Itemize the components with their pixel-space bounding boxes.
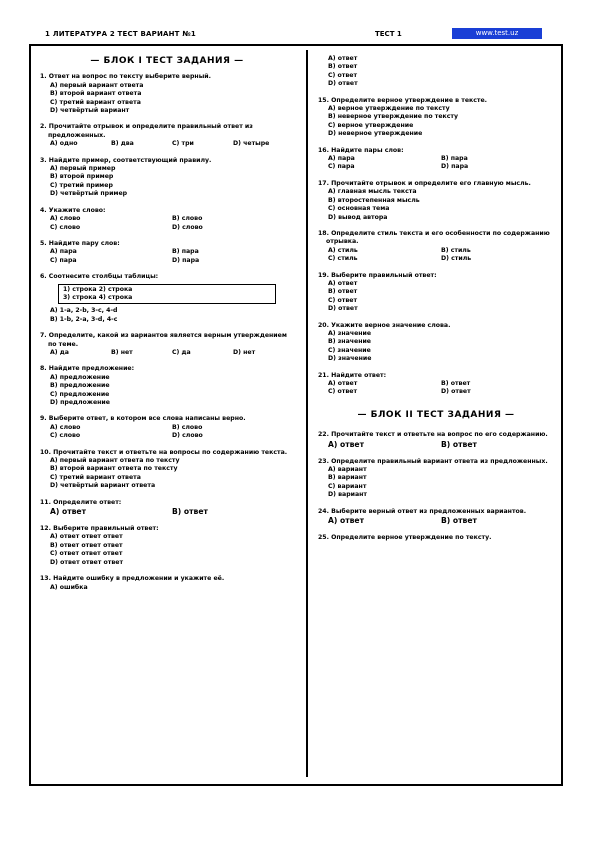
answer-option[interactable]: А) пара xyxy=(328,155,355,163)
left-column xyxy=(40,55,294,600)
question-7 xyxy=(40,332,294,357)
answer-option[interactable]: С) пара xyxy=(328,163,355,171)
answer-option[interactable]: D) стиль xyxy=(441,255,472,263)
answer-option[interactable]: В) ответ xyxy=(328,288,358,296)
question-stem: 13. Найдите ошибку в предложении и укажите её. xyxy=(40,575,225,583)
answer-option[interactable]: С) ответ xyxy=(328,388,358,396)
answer-option[interactable]: А) вариант xyxy=(328,466,367,474)
answer-option[interactable]: С) да xyxy=(172,348,191,356)
question-6 xyxy=(40,273,294,324)
answer-option[interactable]: А) ошибка xyxy=(50,583,88,591)
answer-option[interactable]: В) предложение xyxy=(50,382,110,390)
answer-option[interactable]: С) стиль xyxy=(328,255,358,263)
answer-option[interactable]: D) ответ xyxy=(328,80,358,88)
question-stem: 12. Выберите правильный ответ: xyxy=(40,525,159,533)
answer-option[interactable]: D) пара xyxy=(172,256,200,264)
answer-option[interactable]: D) четвёртый вариант ответа xyxy=(50,482,156,490)
question-24 xyxy=(318,508,554,526)
answer-option[interactable]: В) неверное утверждение по тексту xyxy=(328,113,459,121)
answer-option[interactable]: А) ответ ответ ответ xyxy=(50,533,123,541)
page-header xyxy=(45,27,545,41)
answer-option[interactable]: D) четыре xyxy=(233,140,270,148)
section-title: — БЛОК II ТЕСТ ЗАДАНИЯ — xyxy=(357,409,515,420)
question-2 xyxy=(40,123,294,148)
question-10 xyxy=(40,449,294,491)
question-stem: 7. Определите, какой из вариантов является верным утверждением по теме. xyxy=(40,332,287,348)
answer-option[interactable]: А) ответ xyxy=(328,55,358,62)
answer-option[interactable]: В) ответ xyxy=(328,63,358,71)
question-stem: 10. Прочитайте текст и ответьте на вопросы по содержанию текста. xyxy=(40,448,288,456)
answer-option[interactable]: В) ответ ответ ответ xyxy=(50,541,123,549)
question-20 xyxy=(318,322,554,364)
question-5 xyxy=(40,240,294,265)
answer-option[interactable]: В) ответ xyxy=(172,507,208,517)
answer-option[interactable]: С) слово xyxy=(50,432,81,440)
answer-option[interactable]: D) значение xyxy=(328,355,372,363)
answer-option[interactable]: С) три xyxy=(172,140,194,148)
answer-option[interactable]: В) ответ xyxy=(441,516,477,526)
answer-option[interactable]: D) вариант xyxy=(328,491,368,499)
question-stem: 22. Прочитайте текст и ответьте на вопрос по его содержанию. xyxy=(318,431,548,439)
header-link[interactable]: www.test.uz xyxy=(452,28,542,39)
answer-option[interactable]: D) предложение xyxy=(50,399,110,406)
question-13 xyxy=(40,575,294,592)
answer-option[interactable]: А) одно xyxy=(50,140,78,148)
question-16 xyxy=(318,147,554,172)
answer-option[interactable]: С) вариант xyxy=(328,482,367,490)
answer-option[interactable]: С) пара xyxy=(50,256,77,264)
question-stem: 18. Определите стиль текста и его особенности по содержанию отрывка. xyxy=(318,229,550,246)
answer-option[interactable]: В) ответ xyxy=(441,380,471,387)
question-stem: 5. Найдите пару слов: xyxy=(40,239,120,247)
answer-option[interactable]: В) нет xyxy=(111,348,133,356)
question-18 xyxy=(318,230,554,264)
answer-option[interactable]: А) ответ xyxy=(328,516,364,526)
question-stem: 4. Укажите слово: xyxy=(40,206,106,214)
answer-option[interactable]: А) ответ xyxy=(328,380,358,387)
section-title: — БЛОК I ТЕСТ ЗАДАНИЯ — xyxy=(90,56,244,66)
question-stem: 15. Определите верное утверждение в тексте. xyxy=(318,96,488,104)
header-title: 1 ЛИТЕРАТУРА 2 ТЕСТ ВАРИАНТ №1 xyxy=(45,30,196,38)
answer-option[interactable]: А) ответ xyxy=(50,507,86,517)
question-12 xyxy=(40,525,294,567)
answer-option[interactable]: В) вариант xyxy=(328,474,367,482)
question-stem: 17. Прочитайте отрывок и определите его главную мысль. xyxy=(318,179,531,187)
answer-option[interactable]: А) слово xyxy=(50,215,81,223)
answer-option[interactable]: D) четвёртый пример xyxy=(50,190,128,198)
question-8 xyxy=(40,365,294,407)
question-17 xyxy=(318,180,554,222)
answer-option[interactable]: D) пара xyxy=(441,163,469,171)
answer-option[interactable]: В) второй пример xyxy=(50,173,114,181)
answer-option[interactable]: С) ответ xyxy=(328,296,358,304)
question-stem: 2. Прочитайте отрывок и определите правильный ответ из предложенных. xyxy=(40,123,253,139)
question-15 xyxy=(318,97,554,139)
header-test-label: ТЕСТ 1 xyxy=(375,30,402,38)
answer-option[interactable]: В) пара xyxy=(172,248,199,256)
answer-option[interactable]: А) предложение xyxy=(50,373,110,381)
question-stem: 1. Ответ на вопрос по тексту выберите верный. xyxy=(40,73,211,81)
answer-option[interactable]: А) верное утверждение по тексту xyxy=(328,105,450,113)
answer-option[interactable]: D) вывод автора xyxy=(328,213,388,221)
answer-option[interactable]: В) второй вариант ответа xyxy=(50,90,142,98)
answer-option[interactable]: С) третий пример xyxy=(50,181,113,189)
answer-option[interactable]: D) ответ xyxy=(328,305,358,313)
question-stem: 8. Найдите предложение: xyxy=(40,365,135,373)
answer-option[interactable]: А) слово xyxy=(50,423,81,431)
answer-option[interactable]: А) первый пример xyxy=(50,165,116,173)
question-3 xyxy=(40,157,294,199)
answer-option[interactable]: В) слово xyxy=(172,215,203,223)
question-stem: 3. Найдите пример, соответствующий правилу. xyxy=(40,156,212,164)
answer-option[interactable]: D) слово xyxy=(172,223,203,231)
question-22 xyxy=(318,431,554,449)
question-23 xyxy=(318,458,554,500)
question-stem: 11. Определите ответ: xyxy=(40,498,122,506)
question-stem: 24. Выберите верный ответ из предложенных вариантов. xyxy=(318,507,527,515)
answer-option[interactable]: А) 1-a, 2-b, 3-c, 4-d xyxy=(50,307,118,315)
question-stem: 25. Определите верное утверждение по тексту. xyxy=(318,534,492,542)
answer-option[interactable]: D) нет xyxy=(233,348,256,356)
answer-option[interactable]: С) основная тема xyxy=(328,205,390,213)
question-stem: 23. Определите правильный вариант ответа из предложенных. xyxy=(318,457,548,465)
answer-option[interactable]: В) второстепенная мысль xyxy=(328,196,420,204)
answer-option[interactable]: А) значение xyxy=(328,329,372,337)
answer-option[interactable]: А) ответ xyxy=(328,279,358,287)
answer-option[interactable]: D) ответ ответ ответ xyxy=(50,558,124,566)
answer-option[interactable]: D) четвёртый вариант xyxy=(50,107,130,115)
question-stem: 20. Укажите верное значение слова. xyxy=(318,321,451,329)
question-25 xyxy=(318,534,554,542)
answer-option[interactable]: А) ответ xyxy=(328,439,364,449)
answer-option[interactable]: А) первый вариант ответа по тексту xyxy=(50,457,180,465)
question-19 xyxy=(318,272,554,314)
question-stem: 21. Найдите ответ: xyxy=(318,371,387,379)
question-stem: 19. Выберите правильный ответ: xyxy=(318,271,437,279)
question-stem: 9. Выберите ответ, в котором все слова написаны верно. xyxy=(40,415,246,423)
answer-option[interactable]: В) 1-b, 2-a, 3-d, 4-c xyxy=(50,315,118,323)
answer-option[interactable]: С) третий вариант ответа xyxy=(50,473,141,481)
answer-option[interactable]: С) слово xyxy=(50,223,81,231)
column-divider xyxy=(306,50,308,777)
question-14 xyxy=(318,55,554,89)
answer-option[interactable]: С) ответ xyxy=(328,71,358,79)
answer-option[interactable]: С) ответ ответ ответ xyxy=(50,550,123,558)
question-21 xyxy=(318,372,554,397)
answer-option[interactable]: А) да xyxy=(50,348,69,356)
question-9 xyxy=(40,415,294,440)
answer-option[interactable]: С) предложение xyxy=(50,390,110,398)
question-1 xyxy=(40,73,294,115)
match-row: 3) строка 4) строка xyxy=(63,293,133,301)
answer-option[interactable]: С) значение xyxy=(328,346,371,354)
question-4 xyxy=(40,207,294,232)
answer-option[interactable]: А) первый вариант ответа xyxy=(50,81,144,89)
right-column xyxy=(318,55,554,550)
question-11 xyxy=(40,499,294,517)
answer-option[interactable]: С) третий вариант ответа xyxy=(50,98,141,106)
answer-option[interactable]: В) ответ xyxy=(441,439,477,449)
answer-option[interactable]: А) главная мысль текста xyxy=(328,188,417,196)
answer-option[interactable]: С) верное утверждение xyxy=(328,121,414,129)
question-stem: 6. Соотнесите столбцы таблицы: xyxy=(40,273,159,281)
answer-option[interactable]: В) значение xyxy=(328,338,371,346)
answer-option[interactable]: D) слово xyxy=(172,432,203,440)
answer-option[interactable]: В) пара xyxy=(441,155,468,163)
answer-option[interactable]: В) второй вариант ответа по тексту xyxy=(50,465,178,473)
answer-option[interactable]: D) ответ xyxy=(441,388,471,396)
answer-option[interactable]: В) стиль xyxy=(441,246,471,254)
answer-option[interactable]: D) неверное утверждение xyxy=(328,130,423,138)
answer-option[interactable]: В) два xyxy=(111,140,134,148)
match-table xyxy=(58,284,276,305)
question-stem: 16. Найдите пары слов: xyxy=(318,146,404,154)
match-row: 1) строка 2) строка xyxy=(63,285,133,293)
answer-option[interactable]: А) пара xyxy=(50,248,77,256)
answer-option[interactable]: В) слово xyxy=(172,423,203,431)
answer-option[interactable]: А) стиль xyxy=(328,246,358,254)
